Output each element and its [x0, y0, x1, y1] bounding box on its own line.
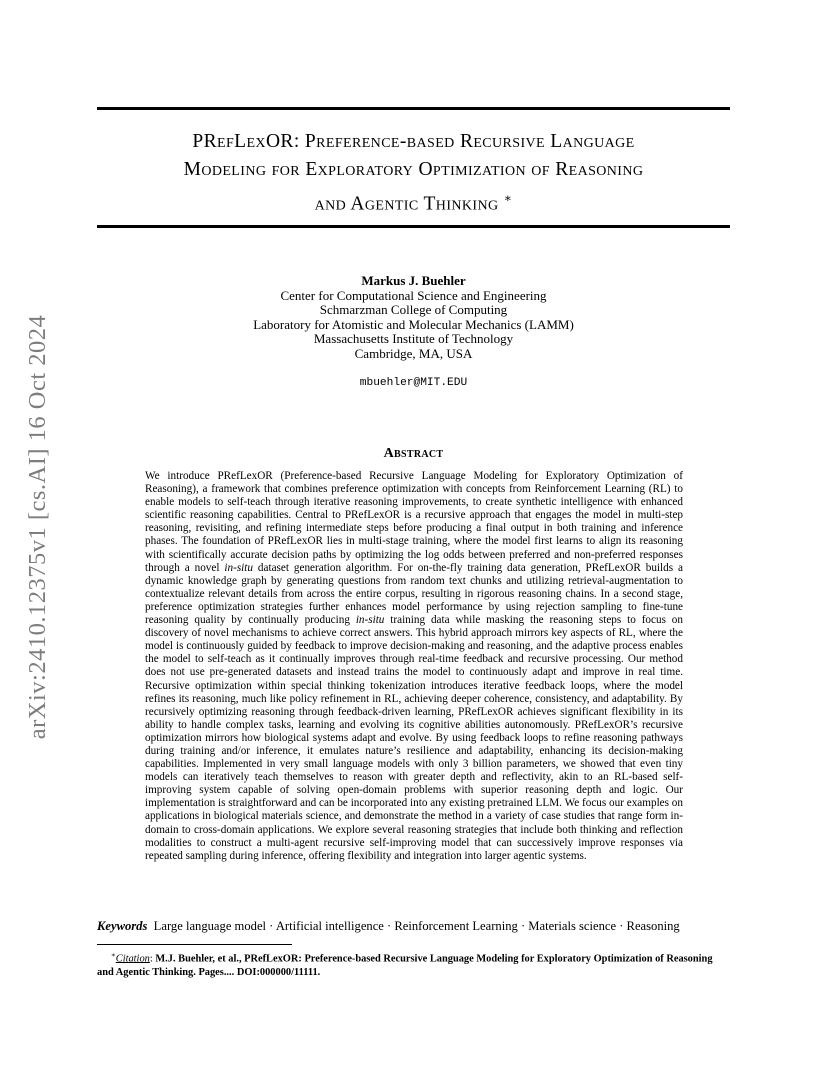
title-footnote-mark: ∗: [503, 191, 513, 205]
footnote-mark: ∗: [111, 951, 116, 959]
citation-footnote: [97, 949, 730, 979]
abstract-emphasis-1: in-situ: [224, 561, 253, 574]
affiliation-line: Laboratory for Atomistic and Molecular Mechanics (LAMM): [253, 316, 574, 332]
citation-separator: :: [149, 953, 156, 965]
title-bottom-rule: [97, 225, 730, 228]
title-line-3: [97, 184, 730, 219]
affiliation-line: Center for Computational Science and Engineering: [280, 287, 547, 303]
abstract-heading: Abstract: [383, 446, 444, 461]
keywords-label: Keywords: [97, 919, 148, 933]
keywords-text: Large language model · Artificial intelligence · Reinforcement Learning · Materials science · Reasoning: [153, 919, 680, 933]
affiliation-line: Massachusetts Institute of Technology: [313, 331, 514, 347]
title-line-1: PRefLexOR: Preference-based Recursive Language: [192, 131, 635, 152]
abstract-text-part-1: We introduce PRefLexOR (Preference-based Recursive Language Modeling for Exploratory Optimization of Reasoning), a framework that combines preference optimization with concepts from Reinforcement Learning (RL) to enable models to self-teach through iterative reasoning improvements, to create synthetic intelligence with enhanced scientific reasoning capabilities. Central to PRefLexOR is a recursive approach that engages the model in multi-step reasoning, revisiting, and refining intermediate steps before producing a final output in both training and inference phases. The foundation of PRefLexOR lies in multi-stage training, where the model first learns to align its reasoning with scientifically accurate decision paths by optimizing the log odds between preferred and non-preferred responses through a novel: [145, 470, 683, 574]
author-block: [97, 274, 730, 362]
abstract-emphasis-2: in-situ: [355, 614, 385, 627]
paper-title: [97, 128, 730, 219]
abstract-text-part-2: dataset generation algorithm. For on-the-fly training data generation, PRefLexOR builds a dynamic knowledge graph by generating questions from random text chunks and utilizing retrieval-augmentation to contextualize relevant details from across the entire corpus, resulting in rigorous reasoning chains. In a second stage, preference optimization strategies further enhances model performance by using rejection sampling to fine-tune reasoning quality by continually producing: [145, 561, 684, 627]
keywords-line: [97, 919, 737, 934]
author-email: mbuehler@MIT.EDU: [359, 377, 468, 389]
citation-text: M.J. Buehler, et al., PRefLexOR: Preference-based Recursive Language Modeling for Exploratory Optimization of Reasoning and Agentic Thinking. Pages.... DOI:000000/11111.: [97, 953, 713, 978]
abstract-text-part-3: training data while masking the reasoning steps to focus on discovery of novel mechanisms to achieve correct answers. This hybrid approach mirrors key aspects of RL, where the model is continuously guided by feedback to improve decision-making and reasoning, and the adaptive process enables the model to self-teach as it continually improves through real-time feedback and recursive processing. Our method does not use pre-generated datasets and instead trains the model to continuously adapt and improve in real time. Recursive optimization within special thinking tokenization introduces iterative feedback loops, where the model refines its reasoning, much like policy refinement in RL, achieving deeper coherence, consistency, and adaptability. By recursively optimizing reasoning through feedback-driven learning, PRefLexOR achieves significant flexibility in its ability to handle complex tasks, learning and evolving its cognitive abilities autonomously. PRefLexOR’s recursive optimization mirrors how biological systems adapt and evolve. By using feedback loops to refine reasoning pathways during training and/or inference, it emulates nature’s resilience and adaptability, enhancing its decision-making capabilities. Implemented in very small language models with only 3 billion parameters, we showed that even tiny models can iteratively teach themselves to reason with greater depth and reflectivity, akin to an RL-based self-improving system capable of solving open-domain problems with superior reasoning depth and logic. Our implementation is straightforward and can be incorporated into any existing pretrained LLM. We focus our examples on applications in biological materials science, and demonstrate the method in a variety of case studies that range form in-domain to cross-domain applications. We explore several reasoning strategies that include both thinking and reflection modalities to construct a multi-agent recursive self-improving model that can successively improve responses via repeated sampling during inference, offering flexibility and integration into larger agentic systems.: [145, 614, 683, 862]
title-line-3-text: and Agentic Thinking: [314, 193, 499, 215]
arxiv-stamp: arXiv:2410.12375v1 [cs.AI] 16 Oct 2024: [24, 314, 51, 740]
affiliation-line: Schmarzman College of Computing: [319, 302, 508, 318]
author-name: Markus J. Buehler: [361, 273, 466, 288]
citation-link[interactable]: Citation: [115, 953, 150, 965]
footnote-rule: [97, 944, 292, 945]
abstract-body: [145, 470, 683, 863]
title-line-2: Modeling for Exploratory Optimization of Reasoning: [183, 159, 644, 180]
title-top-rule: [97, 107, 730, 110]
affiliation-line: Cambridge, MA, USA: [354, 345, 473, 361]
